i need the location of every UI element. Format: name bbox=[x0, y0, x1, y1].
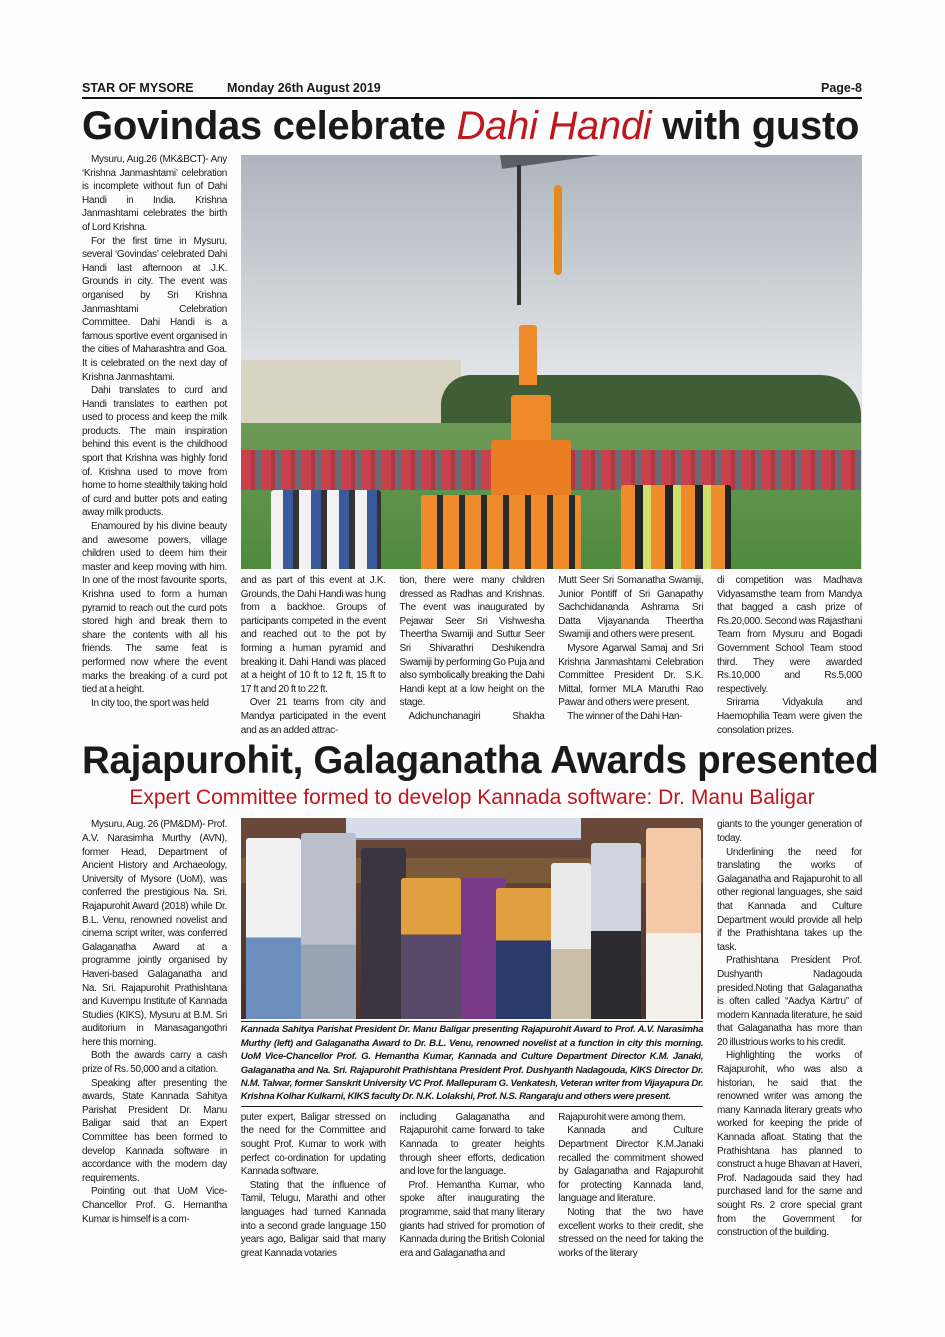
article2-col-1 bbox=[82, 818, 227, 1226]
person bbox=[246, 838, 301, 1019]
article2-headline: Rajapurohit, Galaganatha Awards presented bbox=[82, 739, 879, 783]
issue-date: Monday 26th August 2019 bbox=[227, 81, 381, 95]
garland bbox=[554, 185, 562, 275]
paragraph: Over 21 teams from city and Mandya participated in the event and as an added attrac- bbox=[240, 697, 386, 736]
article2-subheadline: Expert Committee formed to develop Kannada software: Dr. Manu Baligar bbox=[129, 786, 815, 810]
article2-col-4 bbox=[558, 1111, 703, 1261]
paper-name: STAR OF MYSORE bbox=[82, 81, 194, 95]
award-ceremony-photo bbox=[241, 818, 704, 1019]
paragraph: including Galaganatha and Rajapurohit came forward to take Kannada to greater heights through sheer efforts, dedication and love for the language. bbox=[399, 1111, 545, 1178]
paragraph: Mysore Agarwal Samaj and Sri Krishna Janmashtami Celebration Committee President Dr. S.K. Mittal, former MLA Maruthi Rao Pawar and others were present. bbox=[558, 642, 704, 709]
paragraph: Noting that the two have excellent works to their credit, she stressed on the need for taking the works of the literary bbox=[558, 1206, 704, 1259]
awardee-seated bbox=[401, 878, 461, 1019]
paragraph: Stating that the influence of Tamil, Telugu, Marathi and other languages had turned Kannada into a second grade language 150 years ago, Baligar said that many great Kannada votaries bbox=[240, 1179, 386, 1259]
paragraph: giants to the younger generation of today. bbox=[717, 819, 862, 844]
paragraph: Prof. Hemantha Kumar, who spoke after inaugurating the programme, said that many literary giants had strived for promotion of Kannada during the British Colonial era and Galaganatha and bbox=[399, 1179, 545, 1259]
person bbox=[361, 848, 406, 1019]
article1 bbox=[82, 153, 862, 737]
spectators bbox=[271, 490, 381, 569]
paragraph: Pointing out that UoM Vice-Chancellor Prof. G. Hemantha Kumar is himself is a com- bbox=[82, 1186, 227, 1225]
photo-caption: Kannada Sahitya Parishat President Dr. Manu Baligar presenting Rajapurohit Award to Prof. A.V. Narasimha Murthy (left) and Galaganatha Award to Dr. B.L. Venu, renowned novelist at a function in city this morning. UoM Vice-Chancellor Prof. G. Hemantha Kumar, Kannada and Culture Department Director K.M. Janaki, Galaganatha and Na. Sri. Rajapurohit Prathishtana President Prof. Dushyanth Nadagouda, KIKS Director Dr. N.M. Talwar, former Sanskrit University VC Prof. Mallepuram G. Venkatesh, Veteran writer from Vijayapura Dr. Krishna Kolhar Kulkarni, KIKS faculty Dr. N.K. Lolakshi, Prof. N.S. Rangaraju and others were present. bbox=[241, 1021, 704, 1106]
article1-col-2 bbox=[241, 574, 386, 737]
dahi-handi-photo bbox=[241, 155, 862, 569]
building bbox=[241, 360, 461, 425]
chain bbox=[517, 165, 521, 305]
team-members bbox=[621, 485, 731, 569]
paragraph: Highlighting the works of Rajapurohit, who was also a historian, he said that the renowned writer was among the many Kannada literary greats who worked for keeping the pride of Kannada afloat. Stating that the Prathishtana has planned to construct a huge Bhavan at Haveri, Prof. Nadagouda said they had purchased land for the same and sought Rs. 2 crore special grant from the Government for construction of the building. bbox=[717, 1050, 862, 1239]
person bbox=[646, 828, 701, 1019]
article2-col-5 bbox=[717, 818, 862, 1239]
paragraph: Prathishtana President Prof. Dushyanth Nadagouda presided.Noting that Galaganatha is often called “Aadya Kartru” of modern Kannada literature, he said that Galaganatha has more than 20 illustrious works to his credit. bbox=[717, 955, 862, 1048]
article2-col-3 bbox=[400, 1111, 545, 1261]
article1-col-5 bbox=[717, 574, 862, 737]
headline-part: with gusto bbox=[651, 104, 860, 148]
paragraph: Speaking after presenting the awards, State Kannada Sahitya Parishat President Dr. Manu Baligar said that an Expert Committee has been formed to develop Kannada software in accordance with the modern day requirements. bbox=[82, 1077, 227, 1184]
participants bbox=[421, 495, 581, 569]
page-number: Page-8 bbox=[821, 81, 862, 95]
paragraph: Srirama Vidyakula and Haemophilia Team were given the consolation prizes. bbox=[717, 697, 862, 736]
paragraph: Adichunchanagiri Shakha bbox=[408, 710, 545, 722]
person bbox=[301, 833, 356, 1019]
paragraph: Dahi translates to curd and Handi translates to earthen pot used to process and keep the milk products. The main inspiration behind this event is the childhood sport that Krishna was highly fond of. Krishna used to move from home to home stealthily taking hold of curd and butter pots and eating away milk products. bbox=[82, 385, 227, 519]
person bbox=[591, 843, 641, 1019]
backhoe-arm bbox=[500, 155, 641, 169]
article1-col-4 bbox=[558, 574, 703, 724]
article1-col-3 bbox=[400, 574, 545, 724]
headline-emphasis: Dahi Handi bbox=[456, 104, 652, 148]
paragraph: Mutt Seer Sri Somanatha Swamiji, Junior Pontiff of Sri Ganapathy Sachchidananda Ashrama Sri Datta Vijayananda Theertha Swamiji and others were present. bbox=[558, 575, 704, 641]
pyramid-tier bbox=[511, 395, 551, 445]
paragraph: Both the awards carry a cash prize of Rs. 50,000 and a citation. bbox=[82, 1050, 227, 1076]
masthead bbox=[82, 80, 862, 99]
paragraph: Rajapurohit were among them. bbox=[558, 1111, 686, 1123]
article2-col-2 bbox=[241, 1111, 386, 1261]
paragraph: Mysuru, Aug. 26 (PM&DM)- Prof. A.V. Narasimha Murthy (AVN), former Head, Department of Ancient History and Archaeology, University of Mysore (UoM), was conferred the prestigious Na. Sri. Rajapurohit Award (2018) while Dr. B.L. Venu, renowned novelist and cinema script writer, was conferred Galaganatha Award at a programme jointly organised by Haveri-based Galaganatha and Na. Sri. Rajapurohit Prathishtana and Kuvempu Institute of Kannada Studies (KIKS), Mysuru at B.M. Sri auditorium in Manasagangothri here this morning. bbox=[82, 819, 227, 1048]
article2 bbox=[82, 818, 862, 1260]
trees bbox=[441, 375, 861, 430]
awardee-seated bbox=[496, 888, 556, 1019]
person bbox=[551, 863, 591, 1019]
paragraph: Kannada and Culture Department Director K.M.Janaki recalled the commitment showed by Galaganatha and Rajapurohit for protecting Kannada land, language and literature. bbox=[558, 1125, 704, 1205]
person-top bbox=[519, 325, 537, 385]
auditorium-banner bbox=[346, 818, 581, 840]
paragraph: Underlining the need for translating the works of Galaganatha and Rajapurohit to all other regional languages, she said that Kannada and Culture Department would provide all help if the Prathishtana takes up the task. bbox=[717, 846, 862, 953]
paragraph: puter expert, Baligar stressed on the need for the Committee and sought Prof. Kumar to work with perfect co-ordination for updating Kannada software. bbox=[240, 1111, 386, 1178]
headline-part: Govindas celebrate bbox=[82, 104, 457, 148]
paragraph: and as part of this event at J.K. Grounds, the Dahi Handi was hung from a backhoe. Groups of participants competed in the event and reached out to the pot by forming a human pyramid and breaking it. Dahi Handi was placed at a height of 10 ft to 12 ft, 15 ft to 17 ft and 20 ft to 22 ft. bbox=[240, 575, 386, 695]
paragraph: In city too, the sport was held bbox=[91, 697, 209, 709]
paragraph: The winner of the Dahi Han- bbox=[567, 710, 683, 722]
paragraph: tion, there were many children dressed as Radhas and Krishnas. The event was inaugurated by Pejawar Seer Sri Vishwesha Theertha Swamiji and Suttur Seer Sri Shivarathri Deshikendra Swamiji by performing Go Puja and also symbolically breaking the Dahi Handi kept at a low height on the stage. bbox=[399, 575, 545, 709]
paragraph: di competition was Madhava Vidyasamsthe team from Mandya that bagged a cash prize of Rs.20,000. Second was Rajasthani Team from Mysuru and Bogadi Government School Team stood third. They were awarded Rs.10,000 and Rs.5,000 respectively. bbox=[717, 575, 862, 695]
paragraph: Enamoured by his divine beauty and awesome powers, village children used to deem him their master and keep moving with him. In one of the most favourite sports, Krishna used to form a human pyramid to reach out the curd pots stored high and break them to share the contents with all his friends. The same feat is performed now where the event marks the breaking of a curd pot tied at a height. bbox=[82, 521, 227, 696]
paragraph: For the first time in Mysuru, several ‘Govindas’ celebrated Dahi Handi last afternoon at J.K. Grounds in city. The event was organised by Sri Krishna Janmashtami Celebration Committee. Dahi Handi is a famous sportive event organised in the cities of Maharashtra and Goa. It is celebrated on the next day of Krishna Janmashtami. bbox=[82, 235, 227, 383]
article1-headline bbox=[82, 103, 862, 149]
article1-col-1 bbox=[82, 153, 227, 710]
paragraph: Mysuru, Aug.26 (MK&BCT)- Any ‘Krishna Janmashtami’ celebration is incomplete without fun of Dahi Handi in India. Krishna Janmashtami celebrates the birth of Lord Krishna. bbox=[82, 154, 227, 233]
